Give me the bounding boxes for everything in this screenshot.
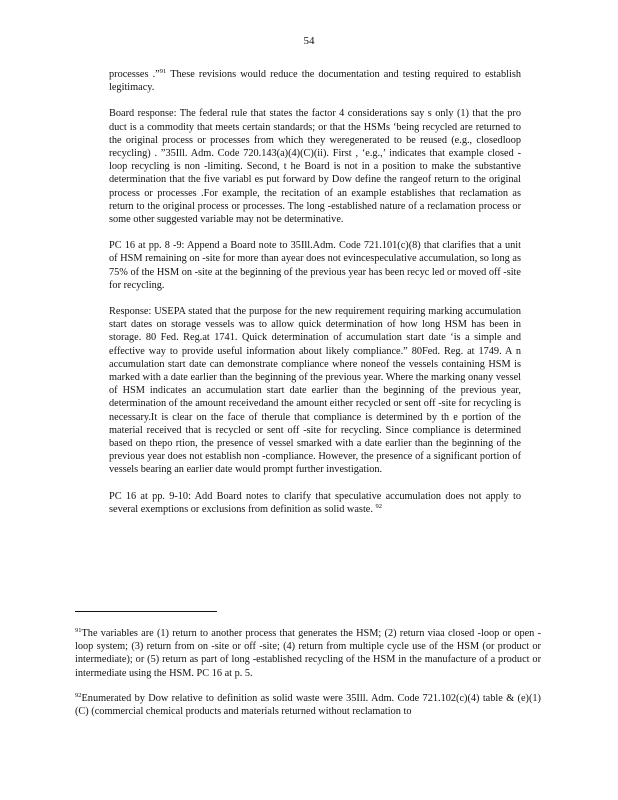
body-paragraph [109, 305, 521, 477]
footnote-text: The variables are (1) return to another process that generates the HSM; (2) return viaa closed -loop or open -loop system; (3) return from on -site or off -site; (4) return from multiple cycle use of the HSM (or product or intermediate); or (5) return as part of long -established recycling of the HSM in the manufacture of a product or intermediate using the HSM. PC 16 at p. 5. [75, 628, 541, 679]
body-text [109, 68, 521, 529]
page-number: 54 [303, 35, 315, 47]
body-paragraph [109, 68, 521, 94]
paragraph-text: PC 16 at pp. 9-10: Add Board notes to clarify that speculative accumulation does not apply to several exemptions or exclusions from definition as solid waste. [109, 490, 521, 515]
body-paragraph [109, 239, 521, 292]
paragraph-text: PC 16 at pp. 8 -9: Append a Board note to 35Ill.Adm. Code 721.101(c)(8) that clarifies that a unit of HSM remaining on -site for more than ayear does not evincespeculative accumulation, so long as 75% of the HSM on -site at the beginning of the previous year has been recyc led or moved off -site for recycling. [109, 240, 521, 291]
footnote-separator [75, 611, 217, 612]
footnote-number: 92 [75, 691, 82, 699]
paragraph-text: Response: USEPA stated that the purpose for the new requirement requiring marking accumulation start dates on storage vessels was to allow quick determination of how long HSM has been in storage. 80 Fed. Reg.at 1741. Quick determination of accumulation start date ‘is a simple and effective way to provide useful information about likely compliance.” 80Fed. Reg. at 1749. A n accumulation start date can demonstrate compliance where noneof the vessels containing HSM is marked with a date earlier than the beginning of the previous year. Where the marking onany vessel of HSM indicates an accumulation start date earlier than the beginning of the previous year, determination of the amount receivedand the amount either recycled or sent off -site for recycling is necessary.It is clear on the face of therule that compliance is determined by th e portion of the material received that is recycled or sent off -site for recycling. Since compliance is determined based on thepo rtion, the presence of vessel smarked with a date earlier than the beginning of the previous year does not establish non -compliance. However, the presence of a significant portion of vessels bearing an earlier date would prompt further investigation. [109, 306, 521, 476]
footnote-reference: 92 [375, 502, 383, 510]
body-paragraph [109, 107, 521, 226]
footnote-reference: 91 [159, 68, 167, 75]
body-paragraph [109, 490, 521, 516]
footnote-text: Enumerated by Dow relative to definition as solid waste were 35Ill. Adm. Code 721.102(c)(4) table & (e)(1)(C) (commercial chemical products and materials returned without reclamation to [75, 692, 541, 718]
paragraph-text-continued: These revisions would reduce the documentation and testing required to establish legitimacy. [109, 69, 521, 94]
footnote [75, 627, 541, 680]
footnote [75, 692, 541, 718]
footnote-number: 91 [75, 627, 82, 634]
footnotes [75, 627, 541, 730]
paragraph-text: processes .” [109, 69, 160, 80]
paragraph-text: Board response: The federal rule that states the factor 4 considerations say s only (1) that the pro duct is a commodity that meets certain standards; or that the HSMs ‘being recycled are returned to the original process or processes from which they weregenerated to be reused (e.g., closedloop recycling) . ”35Ill. Adm. Code 720.143(a)(4)(C)(ii). First , ‘e.g.,’ indicates that example closed - loop recycling is non -limiting. Second, t he Board is not in a position to make the substantive determination that the five variabl es put forward by Dow define the rangeof return to the original process or processes .For example, the recitation of an example establishes that reclamation as return to the original process or processes. The long -established nature of a reclamation process or some other suggested variable may not be determinative. [109, 108, 521, 226]
